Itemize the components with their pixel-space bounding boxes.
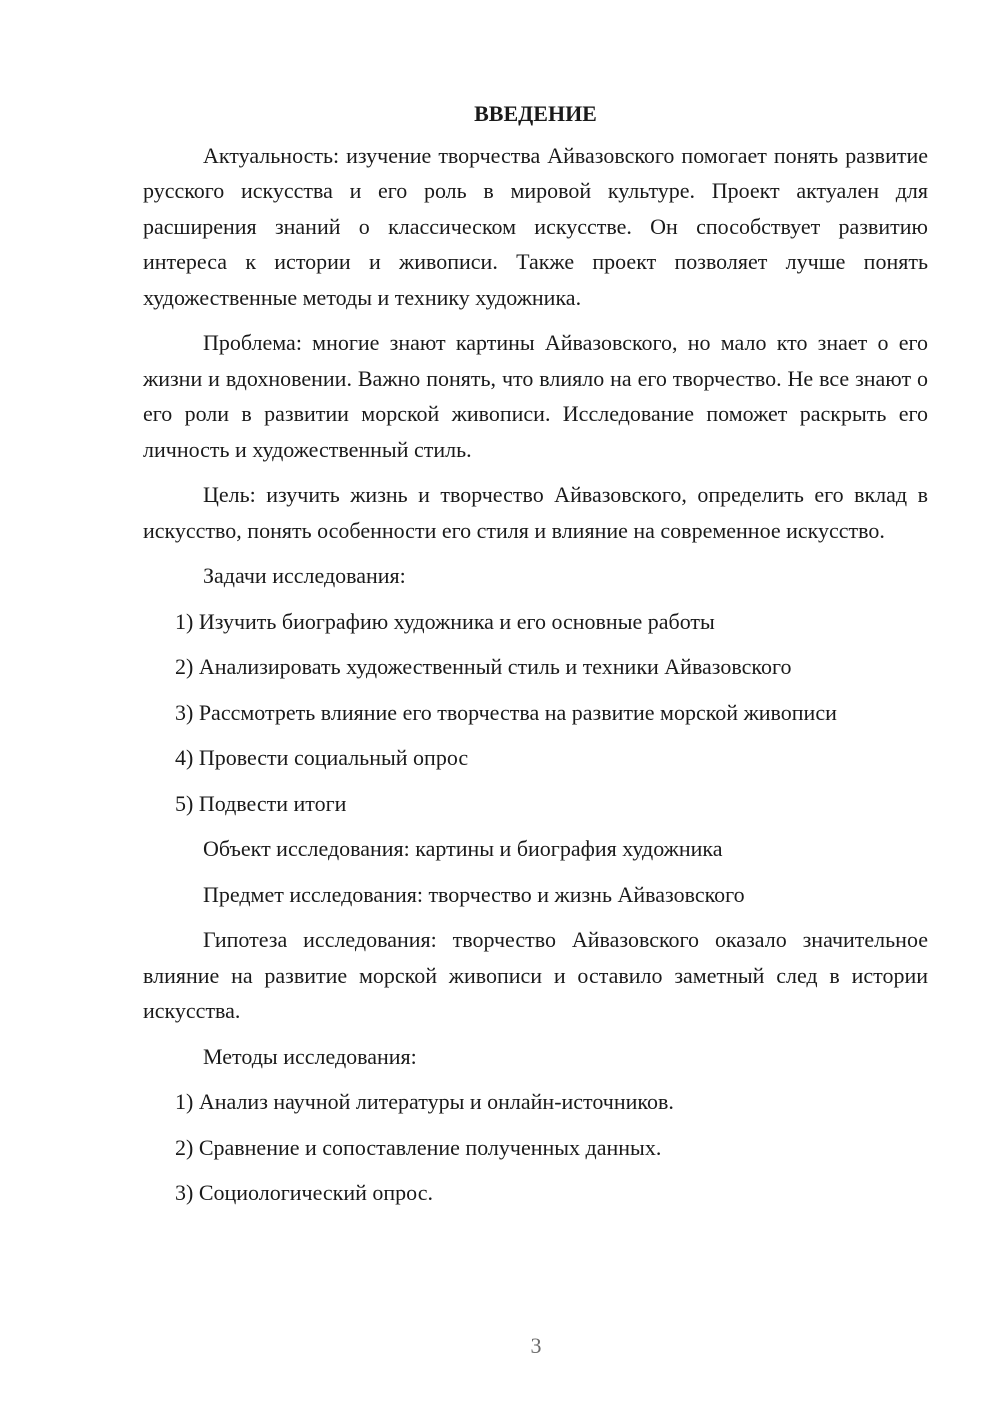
methods-list [143, 1084, 928, 1211]
list-item: 2) Сравнение и сопоставление полученных данных. [175, 1134, 662, 1160]
problem-paragraph: Проблема: многие знают картины Айвазовского, но мало кто знает о его жизни и вдохновении. Важно понять, что влияло на его творчество. Не все знают о его роли в развитии морской живописи. Исследование поможет раскрыть его личность и художественный стиль. [143, 330, 928, 462]
page-number: 3 [530, 1333, 542, 1358]
list-item: 1) Изучить биографию художника и его основные работы [175, 608, 715, 634]
tasks-list [143, 604, 928, 822]
relevance-paragraph: Актуальность: изучение творчества Айвазовского помогает понять развитие русского искусства и его роль в мировой культуре. Проект актуален для расширения знаний о классическом искусстве. Он способствует развитию интереса к истории и живописи. Также проект позволяет лучше понять художественные методы и технику художника. [143, 142, 928, 310]
list-item: 4) Провести социальный опрос [175, 745, 469, 770]
list-item: 2) Анализировать художественный стиль и техники Айвазовского [175, 654, 792, 679]
document-page [143, 96, 928, 1221]
goal-paragraph: Цель: изучить жизнь и творчество Айвазовского, определить его вклад в искусство, понять особенности его стиля и влияние на современное искусство. [143, 482, 928, 543]
list-item: 3) Социологический опрос. [175, 1180, 433, 1205]
research-subject: Предмет исследования: творчество и жизнь Айвазовского [203, 881, 745, 907]
methods-heading: Методы исследования: [203, 1043, 417, 1069]
tasks-heading: Задачи исследования: [203, 563, 406, 588]
list-item: 5) Подвести итоги [175, 790, 347, 816]
hypothesis-paragraph: Гипотеза исследования: творчество Айвазовского оказало значительное влияние на развитие морской живописи и оставило заметный след в истории искусства. [143, 927, 928, 1023]
research-object: Объект исследования: картины и биография художника [203, 836, 723, 861]
list-item: 1) Анализ научной литературы и онлайн-источников. [175, 1089, 674, 1114]
page-title: ВВЕДЕНИЕ [474, 101, 597, 126]
list-item: 3) Рассмотреть влияние его творчества на развитие морской живописи [175, 699, 837, 725]
